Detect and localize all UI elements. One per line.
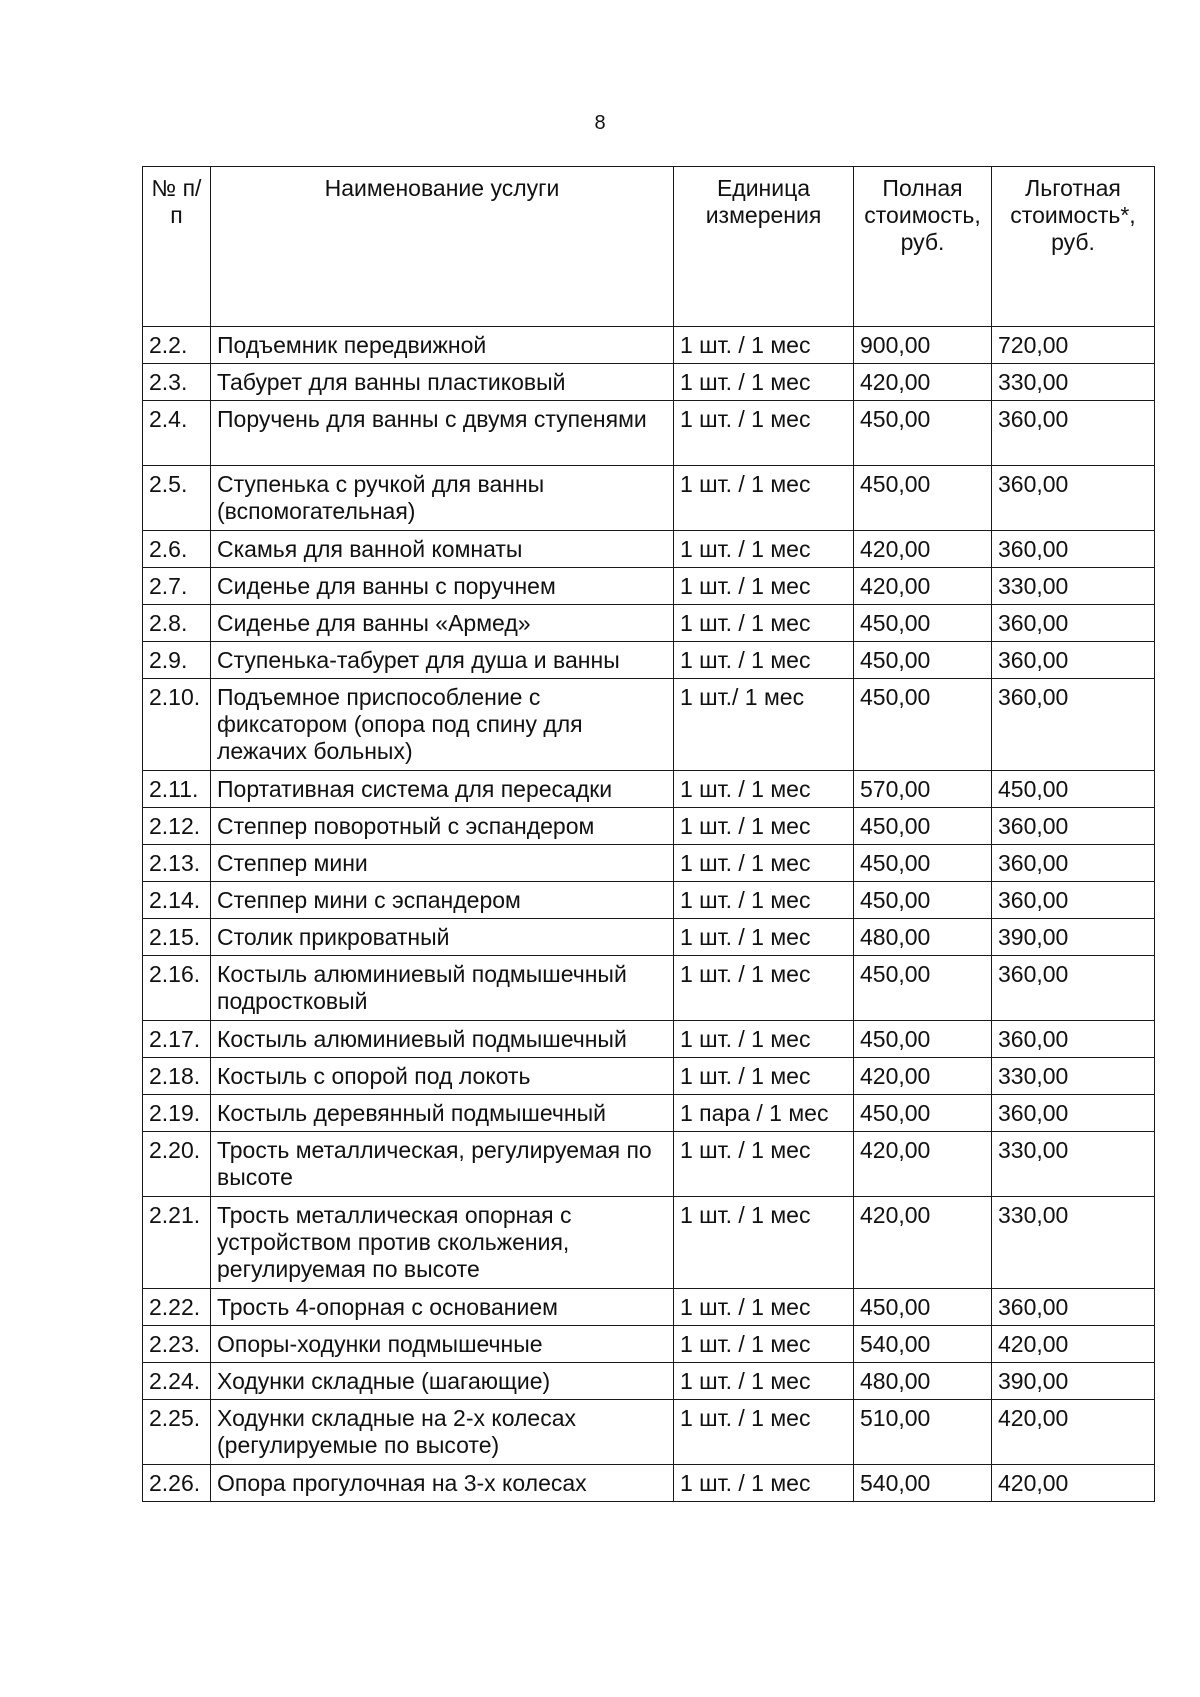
- table-body: [143, 327, 1155, 1502]
- table-row: [143, 401, 1155, 466]
- row-number-cell: 2.6.: [143, 531, 211, 568]
- service-name-cell: Костыль алюминиевый подмышечный: [211, 1021, 674, 1058]
- table-row: [143, 882, 1155, 919]
- row-number-cell: 2.8.: [143, 605, 211, 642]
- header-discount-price-label: Льготная стоимость*, руб.: [1010, 175, 1136, 255]
- table-row: [143, 845, 1155, 882]
- discount-price-cell: 360,00: [992, 845, 1155, 882]
- discount-price-cell: 360,00: [992, 401, 1155, 466]
- unit-of-measure-cell: 1 шт. / 1 мес: [674, 1465, 854, 1502]
- service-name-cell: Костыль деревянный подмышечный: [211, 1095, 674, 1132]
- row-number-cell: 2.21.: [143, 1197, 211, 1289]
- row-number-cell: 2.19.: [143, 1095, 211, 1132]
- service-name-cell: Ходунки складные (шагающие): [211, 1363, 674, 1400]
- full-price-cell: 450,00: [854, 882, 992, 919]
- table-row: [143, 1465, 1155, 1502]
- table-row: [143, 327, 1155, 364]
- unit-of-measure-cell: 1 пара / 1 мес: [674, 1095, 854, 1132]
- unit-of-measure-cell: 1 шт. / 1 мес: [674, 605, 854, 642]
- unit-of-measure-cell: 1 шт. / 1 мес: [674, 364, 854, 401]
- table-row: [143, 1363, 1155, 1400]
- service-name-cell: Ходунки складные на 2-х колесах (регулируемые по высоте): [211, 1400, 674, 1465]
- row-number-cell: 2.22.: [143, 1289, 211, 1326]
- service-name-cell: Степпер мини с эспандером: [211, 882, 674, 919]
- discount-price-cell: 330,00: [992, 1132, 1155, 1197]
- service-name-cell: Подъемник передвижной: [211, 327, 674, 364]
- full-price-cell: 480,00: [854, 919, 992, 956]
- discount-price-cell: 720,00: [992, 327, 1155, 364]
- table-row: [143, 1021, 1155, 1058]
- full-price-cell: 420,00: [854, 1058, 992, 1095]
- header-unit-label: Единица измерения: [705, 175, 822, 228]
- table-row: [143, 1132, 1155, 1197]
- full-price-cell: 420,00: [854, 531, 992, 568]
- header-num: [143, 167, 211, 327]
- full-price-cell: 450,00: [854, 679, 992, 771]
- header-num-label: № п/п: [151, 175, 202, 228]
- header-name-label: Наименование услуги: [324, 175, 560, 201]
- service-name-cell: Трость металлическая опорная с устройством против скольжения, регулируемая по высоте: [211, 1197, 674, 1289]
- table-row: [143, 531, 1155, 568]
- service-name-cell: Поручень для ванны с двумя ступенями: [211, 401, 674, 466]
- full-price-cell: 450,00: [854, 808, 992, 845]
- table-row: [143, 1400, 1155, 1465]
- row-number-cell: 2.15.: [143, 919, 211, 956]
- row-number-cell: 2.12.: [143, 808, 211, 845]
- unit-of-measure-cell: 1 шт. / 1 мес: [674, 568, 854, 605]
- unit-of-measure-cell: 1 шт. / 1 мес: [674, 1197, 854, 1289]
- header-full-price: [854, 167, 992, 327]
- full-price-cell: 420,00: [854, 364, 992, 401]
- row-number-cell: 2.13.: [143, 845, 211, 882]
- table-row: [143, 808, 1155, 845]
- full-price-cell: 450,00: [854, 642, 992, 679]
- full-price-cell: 570,00: [854, 771, 992, 808]
- unit-of-measure-cell: 1 шт. / 1 мес: [674, 401, 854, 466]
- page-number: 8: [594, 112, 606, 134]
- unit-of-measure-cell: 1 шт. / 1 мес: [674, 882, 854, 919]
- discount-price-cell: 360,00: [992, 1095, 1155, 1132]
- full-price-cell: 510,00: [854, 1400, 992, 1465]
- unit-of-measure-cell: 1 шт. / 1 мес: [674, 956, 854, 1021]
- table-row: [143, 605, 1155, 642]
- full-price-cell: 450,00: [854, 401, 992, 466]
- discount-price-cell: 360,00: [992, 531, 1155, 568]
- service-name-cell: Сиденье для ванны с поручнем: [211, 568, 674, 605]
- discount-price-cell: 390,00: [992, 919, 1155, 956]
- full-price-cell: 450,00: [854, 466, 992, 531]
- table-row: [143, 1289, 1155, 1326]
- discount-price-cell: 360,00: [992, 808, 1155, 845]
- full-price-cell: 450,00: [854, 1289, 992, 1326]
- table-row: [143, 771, 1155, 808]
- row-number-cell: 2.11.: [143, 771, 211, 808]
- discount-price-cell: 330,00: [992, 1197, 1155, 1289]
- full-price-cell: 900,00: [854, 327, 992, 364]
- service-name-cell: Опора прогулочная на 3-х колесах: [211, 1465, 674, 1502]
- service-name-cell: Ступенька с ручкой для ванны (вспомогательная): [211, 466, 674, 531]
- unit-of-measure-cell: 1 шт./ 1 мес: [674, 679, 854, 771]
- unit-of-measure-cell: 1 шт. / 1 мес: [674, 771, 854, 808]
- service-name-cell: Табурет для ванны пластиковый: [211, 364, 674, 401]
- service-name-cell: Скамья для ванной комнаты: [211, 531, 674, 568]
- discount-price-cell: 360,00: [992, 679, 1155, 771]
- service-name-cell: Трость металлическая, регулируемая по высоте: [211, 1132, 674, 1197]
- unit-of-measure-cell: 1 шт. / 1 мес: [674, 845, 854, 882]
- header-name: [211, 167, 674, 327]
- row-number-cell: 2.4.: [143, 401, 211, 466]
- discount-price-cell: 360,00: [992, 1289, 1155, 1326]
- row-number-cell: 2.14.: [143, 882, 211, 919]
- unit-of-measure-cell: 1 шт. / 1 мес: [674, 1363, 854, 1400]
- discount-price-cell: 360,00: [992, 605, 1155, 642]
- unit-of-measure-cell: 1 шт. / 1 мес: [674, 531, 854, 568]
- unit-of-measure-cell: 1 шт. / 1 мес: [674, 919, 854, 956]
- unit-of-measure-cell: 1 шт. / 1 мес: [674, 642, 854, 679]
- row-number-cell: 2.20.: [143, 1132, 211, 1197]
- full-price-cell: 540,00: [854, 1465, 992, 1502]
- row-number-cell: 2.17.: [143, 1021, 211, 1058]
- full-price-cell: 420,00: [854, 1132, 992, 1197]
- unit-of-measure-cell: 1 шт. / 1 мес: [674, 1021, 854, 1058]
- table-row: [143, 1095, 1155, 1132]
- discount-price-cell: 360,00: [992, 642, 1155, 679]
- service-name-cell: Опоры-ходунки подмышечные: [211, 1326, 674, 1363]
- unit-of-measure-cell: 1 шт. / 1 мес: [674, 1326, 854, 1363]
- price-table: [142, 166, 1155, 1502]
- row-number-cell: 2.26.: [143, 1465, 211, 1502]
- service-name-cell: Степпер мини: [211, 845, 674, 882]
- table-row: [143, 364, 1155, 401]
- unit-of-measure-cell: 1 шт. / 1 мес: [674, 327, 854, 364]
- full-price-cell: 450,00: [854, 956, 992, 1021]
- service-name-cell: Степпер поворотный с эспандером: [211, 808, 674, 845]
- row-number-cell: 2.18.: [143, 1058, 211, 1095]
- discount-price-cell: 330,00: [992, 364, 1155, 401]
- full-price-cell: 540,00: [854, 1326, 992, 1363]
- service-name-cell: Подъемное приспособление с фиксатором (опора под спину для лежачих больных): [211, 679, 674, 771]
- service-name-cell: Сиденье для ванны «Армед»: [211, 605, 674, 642]
- service-name-cell: Столик прикроватный: [211, 919, 674, 956]
- table-row: [143, 1197, 1155, 1289]
- full-price-cell: 450,00: [854, 1021, 992, 1058]
- discount-price-cell: 420,00: [992, 1400, 1155, 1465]
- service-name-cell: Портативная система для пересадки: [211, 771, 674, 808]
- row-number-cell: 2.24.: [143, 1363, 211, 1400]
- discount-price-cell: 360,00: [992, 1021, 1155, 1058]
- table-row: [143, 679, 1155, 771]
- table-row: [143, 568, 1155, 605]
- full-price-cell: 420,00: [854, 1197, 992, 1289]
- table-row: [143, 466, 1155, 531]
- full-price-cell: 450,00: [854, 605, 992, 642]
- table-row: [143, 1326, 1155, 1363]
- unit-of-measure-cell: 1 шт. / 1 мес: [674, 808, 854, 845]
- discount-price-cell: 360,00: [992, 956, 1155, 1021]
- discount-price-cell: 420,00: [992, 1326, 1155, 1363]
- discount-price-cell: 420,00: [992, 1465, 1155, 1502]
- discount-price-cell: 330,00: [992, 1058, 1155, 1095]
- row-number-cell: 2.3.: [143, 364, 211, 401]
- row-number-cell: 2.5.: [143, 466, 211, 531]
- table-row: [143, 919, 1155, 956]
- discount-price-cell: 360,00: [992, 466, 1155, 531]
- header-full-price-label: Полная стоимость, руб.: [864, 175, 981, 255]
- service-name-cell: Костыль алюминиевый подмышечный подростковый: [211, 956, 674, 1021]
- table-header-row: [143, 167, 1155, 327]
- full-price-cell: 420,00: [854, 568, 992, 605]
- unit-of-measure-cell: 1 шт. / 1 мес: [674, 1289, 854, 1326]
- unit-of-measure-cell: 1 шт. / 1 мес: [674, 1400, 854, 1465]
- unit-of-measure-cell: 1 шт. / 1 мес: [674, 1132, 854, 1197]
- discount-price-cell: 330,00: [992, 568, 1155, 605]
- row-number-cell: 2.23.: [143, 1326, 211, 1363]
- discount-price-cell: 450,00: [992, 771, 1155, 808]
- unit-of-measure-cell: 1 шт. / 1 мес: [674, 1058, 854, 1095]
- service-name-cell: Трость 4-опорная с основанием: [211, 1289, 674, 1326]
- table-row: [143, 642, 1155, 679]
- discount-price-cell: 390,00: [992, 1363, 1155, 1400]
- row-number-cell: 2.7.: [143, 568, 211, 605]
- table-row: [143, 1058, 1155, 1095]
- row-number-cell: 2.25.: [143, 1400, 211, 1465]
- service-name-cell: Ступенька-табурет для душа и ванны: [211, 642, 674, 679]
- full-price-cell: 480,00: [854, 1363, 992, 1400]
- full-price-cell: 450,00: [854, 1095, 992, 1132]
- row-number-cell: 2.10.: [143, 679, 211, 771]
- discount-price-cell: 360,00: [992, 882, 1155, 919]
- unit-of-measure-cell: 1 шт. / 1 мес: [674, 466, 854, 531]
- row-number-cell: 2.9.: [143, 642, 211, 679]
- row-number-cell: 2.2.: [143, 327, 211, 364]
- row-number-cell: 2.16.: [143, 956, 211, 1021]
- header-unit: [674, 167, 854, 327]
- header-discount-price: [992, 167, 1155, 327]
- service-name-cell: Костыль с опорой под локоть: [211, 1058, 674, 1095]
- full-price-cell: 450,00: [854, 845, 992, 882]
- table-row: [143, 956, 1155, 1021]
